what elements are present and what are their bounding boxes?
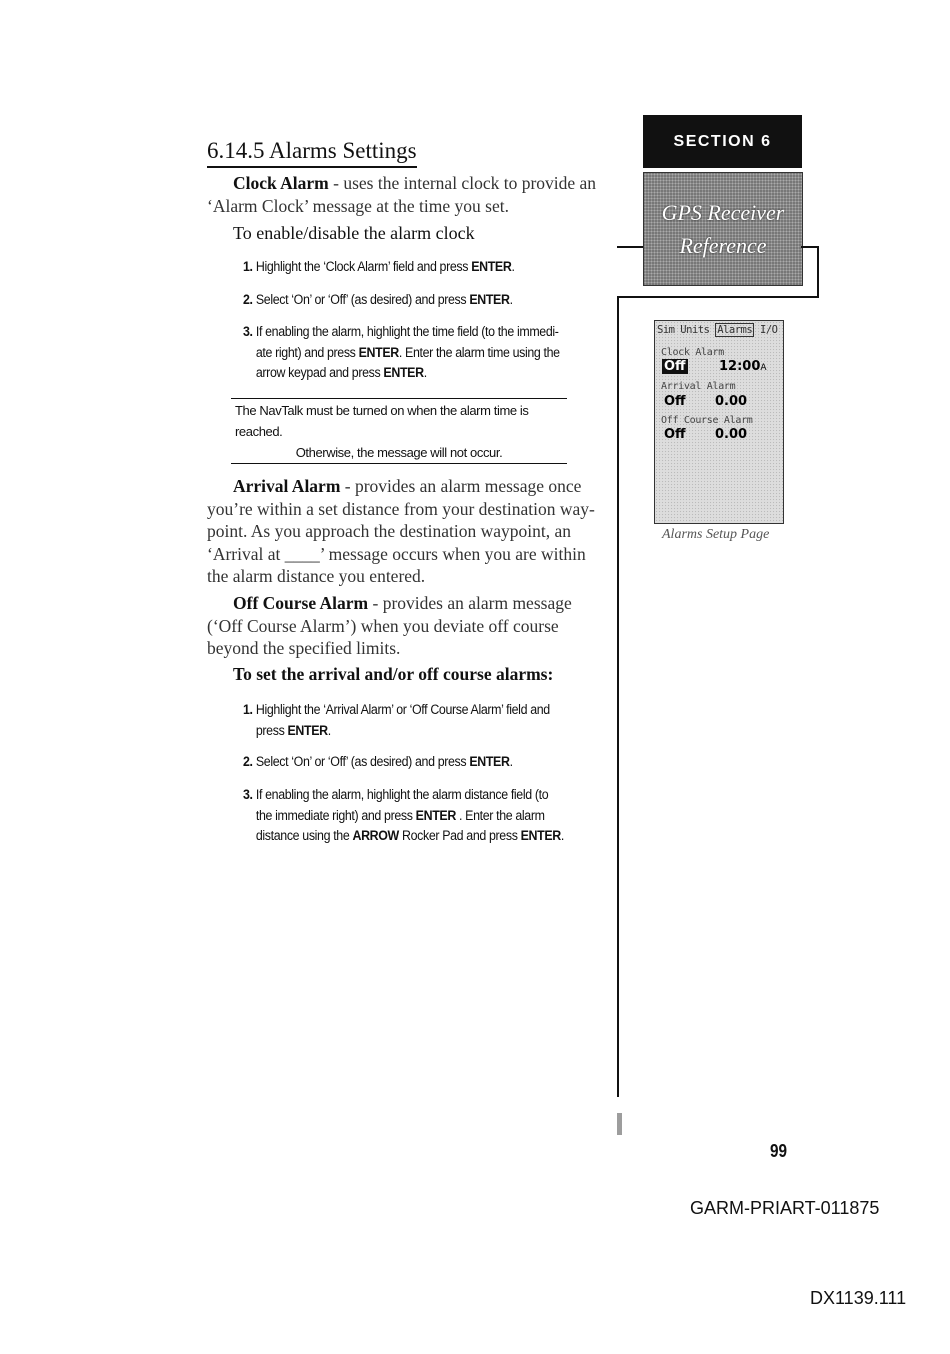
page-edge-mark <box>617 1113 622 1135</box>
clock-subheading: To enable/disable the alarm clock <box>233 223 475 243</box>
off-course-alarm-label: Off Course Alarm <box>661 415 753 426</box>
arrival-alarm-paragraph: Arrival Alarm - provides an alarm message once you’re within a set distance from your destination way- point. As you approach the destination waypoint, an ‘Arrival at ____’ message occurs when you are within the alarm distance you entered. <box>207 476 595 586</box>
screen-caption: Alarms Setup Page <box>662 527 770 542</box>
clock-step-1: 1. Highlight the ‘Clock Alarm’ field and press ENTER. <box>243 259 515 274</box>
tab-alarms[interactable]: Alarms <box>717 324 753 336</box>
section-title-box: GPS Receiver Reference <box>643 172 803 286</box>
tab-io[interactable]: I/O <box>760 324 778 336</box>
arrival-alarm-distance[interactable]: 0.00 <box>715 394 748 409</box>
off-course-alarm-distance[interactable]: 0.00 <box>715 427 748 442</box>
bracket-line-left <box>617 246 643 248</box>
screen-tabs <box>657 324 781 336</box>
set-alarms-heading: To set the arrival and/or off course alarms: <box>233 664 554 684</box>
arrival-alarm-label: Arrival Alarm <box>661 381 736 392</box>
bracket-line-bottom <box>617 296 819 298</box>
clock-alarm-label: Clock Alarm <box>661 347 724 358</box>
alarms-setup-screen <box>654 320 784 524</box>
margin-rule <box>617 296 619 1097</box>
section-tab: SECTION 6 <box>643 115 802 168</box>
clock-alarm-toggle[interactable]: Off <box>664 359 686 374</box>
clock-alarm-time[interactable]: 12:00A <box>719 359 767 374</box>
tab-units[interactable]: Units <box>680 324 710 336</box>
off-course-alarm-paragraph: Off Course Alarm - provides an alarm message (‘Off Course Alarm’) when you deviate off course beyond the specified limits. <box>207 593 572 658</box>
arrival-alarm-term: Arrival Alarm <box>233 476 341 496</box>
off-course-alarm-toggle[interactable]: Off <box>664 427 686 442</box>
clock-alarm-term: Clock Alarm <box>233 173 329 193</box>
off-course-alarm-term: Off Course Alarm <box>233 593 369 613</box>
alarm-step-1: 1. Highlight the ‘Arrival Alarm’ or ‘Off Course Alarm’ field and press ENTER. <box>243 702 550 738</box>
clock-step-3: 3. If enabling the alarm, highlight the time field (to the immedi- ate right) and press ENTER. Enter the alarm time using the arrow keypad and press ENTER. <box>243 324 560 380</box>
exhibit-number: DX1139.111 <box>810 1288 907 1308</box>
section-heading: 6.14.5 Alarms Settings <box>207 138 417 168</box>
tab-sim[interactable]: Sim <box>657 324 675 336</box>
navtalk-note: The NavTalk must be turned on when the alarm time is reached. Otherwise, the message will not occur. <box>231 398 567 464</box>
alarm-step-2: 2. Select ‘On’ or ‘Off’ (as desired) and press ENTER. <box>243 754 513 769</box>
alarm-step-3: 3. If enabling the alarm, highlight the alarm distance field (to the immediate right) and press ENTER . Enter the alarm distance using the ARROW Rocker Pad and press ENTER. <box>243 787 564 843</box>
clock-alarm-paragraph: Clock Alarm - uses the internal clock to provide an ‘Alarm Clock’ message at the time you set. <box>207 173 597 216</box>
bates-number: GARM-PRIART-011875 <box>690 1198 880 1218</box>
arrival-alarm-toggle[interactable]: Off <box>664 394 686 409</box>
bracket-line-right-vertical <box>817 246 819 298</box>
clock-step-2: 2. Select ‘On’ or ‘Off’ (as desired) and press ENTER. <box>243 292 513 307</box>
page-number: 99 <box>770 1141 788 1161</box>
